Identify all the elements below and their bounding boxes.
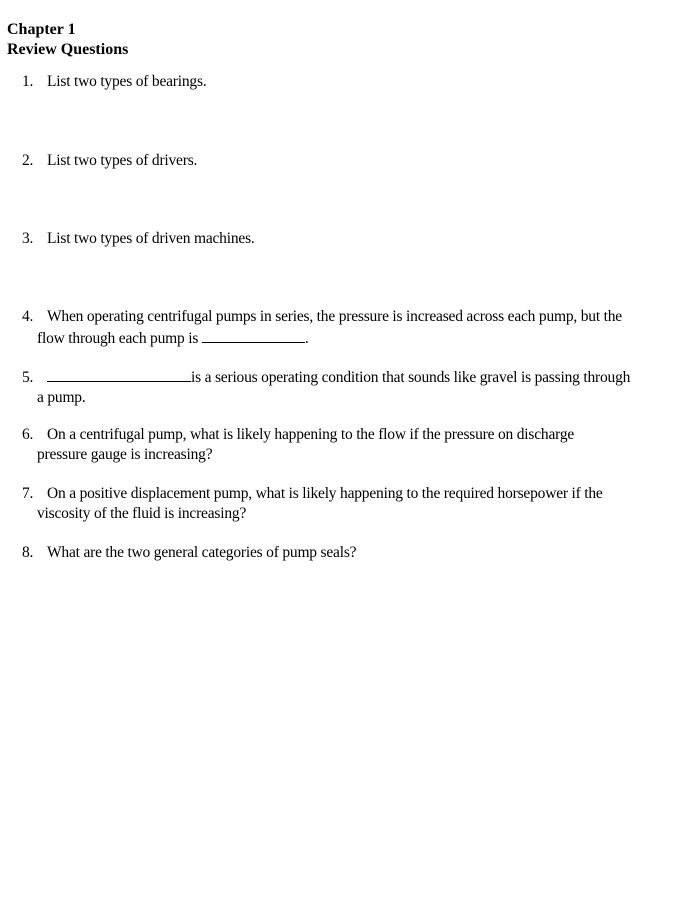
answer-blank [202,327,305,343]
question-text: a pump. [37,389,86,406]
question-8 [22,543,692,563]
question-2 [22,151,692,171]
question-text: pressure gauge is increasing? [37,446,213,463]
question-text: On a positive displacement pump, what is likely happening to the required horsepower if the [47,485,603,502]
chapter-title: Chapter 1 [7,21,76,38]
question-text: viscosity of the fluid is increasing? [37,505,247,522]
question-5 [22,366,692,408]
question-number: 1. [22,73,34,90]
question-4-line-2 [22,327,692,349]
question-5-line-1 [22,366,692,388]
question-1-line [22,72,692,92]
question-text: When operating centrifugal pumps in series, the pressure is increased across each pump, but the [47,308,622,325]
question-3-line [22,229,692,249]
section-title: Review Questions [7,41,129,58]
question-text: List two types of driven machines. [47,230,255,247]
question-text: is a serious operating condition that sounds like gravel is passing through [191,369,631,386]
question-6 [22,425,692,465]
question-number: 3. [22,230,34,247]
question-6-line-2 [22,445,692,465]
question-text: List two types of drivers. [47,152,198,169]
question-3 [22,229,692,249]
question-7-line-1 [22,484,692,504]
question-number: 6. [22,426,34,443]
question-5-line-2 [22,388,692,408]
question-6-line-1 [22,425,692,445]
question-text: What are the two general categories of pump seals? [47,544,357,561]
question-2-line [22,151,692,171]
answer-blank [47,366,191,382]
question-number: 8. [22,544,34,561]
question-text: On a centrifugal pump, what is likely happening to the flow if the pressure on discharge [47,426,575,443]
question-number: 2. [22,152,34,169]
question-number: 7. [22,485,34,502]
question-4-line-1 [22,307,692,327]
question-7-line-2 [22,504,692,524]
question-4 [22,307,692,349]
question-text: List two types of bearings. [47,73,207,90]
question-8-line [22,543,692,563]
question-text: . [304,330,309,347]
question-number: 4. [22,308,34,325]
question-text: flow through each pump is [37,330,202,347]
question-1 [22,72,692,92]
question-7 [22,484,692,524]
question-number: 5. [22,369,34,386]
